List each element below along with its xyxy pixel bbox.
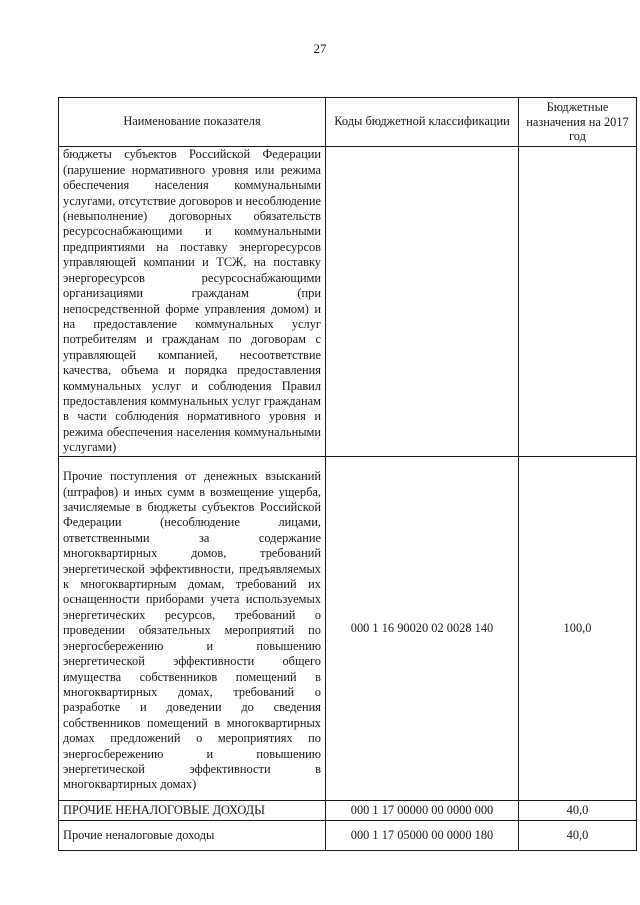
table-row [59, 821, 637, 851]
table-row [59, 147, 637, 457]
page-number: 27 [313, 41, 327, 56]
header-indicator-name: Наименование показателя [59, 98, 326, 147]
row-indicator-name: ПРОЧИЕ НЕНАЛОГОВЫЕ ДОХОДЫ [59, 801, 326, 821]
table-row [59, 457, 637, 801]
row-budget-code [326, 147, 519, 457]
row-budget-amount [519, 147, 637, 457]
header-budget-amount: Бюджетные назначения на 2017 год [519, 98, 637, 147]
budget-table [58, 97, 637, 851]
row-indicator-name: бюджеты субъектов Российской Федерации (парушение нормативного уровня или режима обеспечения населения коммунальными услугами, отсутствие договоров и несоблюдение (невыполнение) договорных обязательств ресурсоснабжающими и коммунальными предприятиями на поставку энергоресурсов управляющей компании и ТСЖ, на поставку энергоресурсов ресурсоснабжающими организациями гражданам (при непосредственной форме управления домом) и на предоставление коммунальных услуг потребителям и гражданам по договорам с управляющей компанией, несоответствие качества, объема и порядка предоставления коммунальных услуг и соблюдения Правил предоставления коммунальных услуг гражданам в части соблюдения нормативного уровня и режима обеспечения населения коммунальными услугами) [59, 147, 326, 457]
row-budget-amount: 40,0 [519, 821, 637, 851]
row-indicator-name: Прочие неналоговые доходы [59, 821, 326, 851]
table-header-row [59, 98, 637, 147]
row-budget-code: 000 1 17 05000 00 0000 180 [326, 821, 519, 851]
header-budget-codes: Коды бюджетной классификации [326, 98, 519, 147]
row-budget-amount: 100,0 [519, 457, 637, 801]
row-budget-amount: 40,0 [519, 801, 637, 821]
row-budget-code: 000 1 17 00000 00 0000 000 [326, 801, 519, 821]
row-budget-code: 000 1 16 90020 02 0028 140 [326, 457, 519, 801]
table-row [59, 801, 637, 821]
row-indicator-name: Прочие поступления от денежных взысканий (штрафов) и иных сумм в возмещение ущерба, зачисляемые в бюджеты субъектов Российской Федерации (несоблюдение лицами, ответственными за содержание многоквартирных домов, требований энергетической эффективности, предъявляемых к многоквартирным домам, требований их оснащенности приборами учета используемых энергетических ресурсов, требований о проведении обязательных мероприятий по энергосбережению и повышению энергетической эффективности общего имущества собственников помещений в многоквартирных домах, требований о разработке и доведении до сведения собственников помещений в многоквартирных домах предложений о мероприятиях по энергосбережению и повышению энергетической эффективности в многоквартирных домах) [59, 457, 326, 801]
